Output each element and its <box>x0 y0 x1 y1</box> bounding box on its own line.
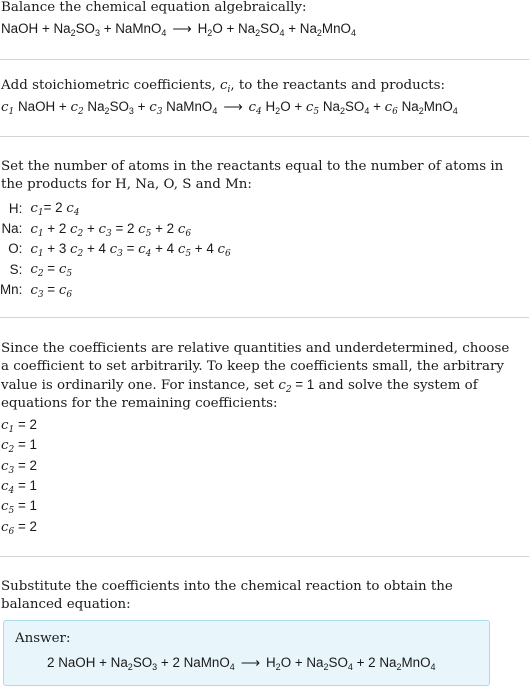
equation-operator: + <box>83 220 99 236</box>
chosen-coefficient <box>278 378 291 393</box>
chemical-species: $Na_2MnO_4$ <box>299 21 356 38</box>
plus-sign: + <box>133 99 150 114</box>
answer-label: Answer: <box>15 631 71 646</box>
coefficient-variable: $c_2$ <box>30 262 44 280</box>
subscript: 2 <box>127 662 133 672</box>
subscript: 1 <box>37 208 44 219</box>
subscript: 2 <box>77 107 84 117</box>
step-atoms-text: Set the number of atoms in the reactants equal to the number of atoms in the products for H, Na, O, S and Mn: <box>1 159 504 192</box>
plus-sign: + <box>95 655 111 670</box>
solution-line <box>1 417 37 433</box>
subscript: 6 <box>8 526 15 537</box>
chemical-species: $H_2O$ <box>265 99 291 116</box>
subscript: 4 <box>73 208 80 219</box>
subscript: 5 <box>145 228 152 239</box>
coefficient-variable: $c_4$ <box>1 478 15 496</box>
equals-sign: = <box>14 417 30 432</box>
chemical-species: $Na_2SO_3$ <box>110 655 158 672</box>
solution-line <box>1 498 37 517</box>
balance-row <box>0 259 231 279</box>
element-label: Mn: <box>0 282 23 298</box>
chemical-species: NaOH <box>17 99 56 114</box>
step-coefficients-text <box>1 78 445 93</box>
balance-row <box>0 239 231 259</box>
coefficient-variable: $c_3$ <box>98 221 112 239</box>
coefficient-variable: $c_1$ <box>1 100 15 117</box>
atom-balance-system <box>0 198 231 300</box>
subscript: 5 <box>66 269 73 280</box>
element-label: Na: <box>1 221 23 237</box>
subscript: 2 <box>323 662 329 672</box>
subscript: 4 <box>430 662 436 672</box>
solution-value: 1 <box>29 477 37 493</box>
chemical-species: NaOH <box>1 21 39 36</box>
chemical-species: NaOH <box>58 655 96 670</box>
coefficient: 2 <box>172 655 180 670</box>
answer-box <box>3 620 490 686</box>
subscript: 3 <box>156 107 163 117</box>
variable-subscript: 2 <box>285 385 292 395</box>
equals-sign: = <box>14 498 30 514</box>
element-label: H: <box>8 200 23 216</box>
divider <box>0 136 529 137</box>
step-solve-text <box>1 340 515 413</box>
step-text-part: Since the coefficients are relative quantities and underdetermined, choose a coefficient to set arbitrarily. To keep the coefficients small, the arbitrary value is ordinarily one. For instance, set <box>1 341 510 393</box>
plus-sign: + <box>157 655 173 670</box>
reaction-arrow: ⟶ <box>172 21 192 36</box>
subscript: 2 <box>70 28 76 38</box>
coefficient-variable: $c_1$ <box>30 241 44 259</box>
balance-equation <box>30 198 230 218</box>
coefficient-variable: $c_1$ <box>30 201 44 219</box>
subscript: 2 <box>316 28 322 38</box>
variable-letter: c <box>219 78 228 93</box>
balance-equation <box>30 218 230 238</box>
balanced-equation <box>47 655 436 671</box>
equation-operator: = <box>43 261 59 277</box>
subscript: 2 <box>37 269 44 280</box>
equals-sign: = <box>14 457 30 473</box>
solution-value: 2 <box>29 457 37 473</box>
solution-value: 1 <box>29 498 37 514</box>
chemical-species: NaMnO$_4$ <box>166 99 218 116</box>
plus-sign: + <box>100 21 116 36</box>
equals-sign: = <box>14 477 30 493</box>
coefficient-variable: $c_3$ <box>109 241 123 259</box>
subscript: 3 <box>94 28 100 38</box>
equation-operator: + 3 <box>43 240 70 256</box>
coefficient-variable <box>220 78 230 93</box>
subscript: 1 <box>8 425 15 435</box>
subscript: 5 <box>185 248 192 259</box>
chemical-species: NaMnO$_4$ <box>183 655 235 672</box>
coefficient-variable: $c_4$ <box>248 100 262 117</box>
subscript: 6 <box>392 107 398 117</box>
coefficient-variable: $c_5$ <box>138 221 152 239</box>
coefficient: 2 <box>368 655 376 670</box>
step-text-part: Add stoichiometric coefficients, <box>1 78 220 93</box>
subscript: 3 <box>117 248 123 259</box>
plus-sign: + <box>290 99 306 114</box>
subscript: 4 <box>364 106 370 116</box>
subscript: 1 <box>37 228 44 239</box>
subscript: 2 <box>275 662 281 672</box>
step-text-part: and solve the system of equations for the remaining coefficients: <box>1 378 478 411</box>
plus-sign: + <box>284 21 300 36</box>
subscript: 6 <box>225 248 231 259</box>
coefficient-variable: $c_6$ <box>384 100 398 117</box>
coefficient: 2 <box>47 655 55 670</box>
chemical-species: $Na_2MnO_4$ <box>379 655 436 672</box>
subscript: 1 <box>8 107 15 117</box>
coefficient-variable: $c_4$ <box>66 201 80 219</box>
chemical-species: $Na_2MnO_4$ <box>401 99 458 116</box>
chemical-species: NaMnO$_4$ <box>115 21 167 38</box>
equation-operator: + 2 <box>43 220 70 236</box>
solution-line <box>1 437 37 456</box>
reaction-arrow: ⟶ <box>240 655 260 670</box>
plus-sign: + <box>222 21 238 36</box>
solution-line <box>1 478 37 494</box>
coefficient-variable: $c_2$ <box>1 438 15 456</box>
subscript: 4 <box>8 485 15 496</box>
coefficient-variable: $c_3$ <box>149 100 163 117</box>
subscript: 4 <box>279 28 285 38</box>
chemical-species: $Na_2SO_4$ <box>238 21 285 38</box>
subscript: 2 <box>339 106 345 116</box>
coefficient-variable: $c_1$ <box>1 418 15 435</box>
solution-line <box>1 458 37 474</box>
subscript: 6 <box>185 228 192 239</box>
element-label: S: <box>9 261 23 277</box>
subscript: 4 <box>145 248 152 259</box>
subscript: 2 <box>104 106 110 116</box>
subscript: 4 <box>256 107 262 117</box>
subscript: 2 <box>77 248 84 259</box>
coefficient-variable: $c_5$ <box>1 499 15 517</box>
step-substitute-text: Substitute the coefficients into the chemical reaction to obtain the balanced equation: <box>1 579 453 612</box>
equation-operator: = 2 <box>43 200 67 216</box>
coefficient-variable: $c_4$ <box>138 241 152 259</box>
subscript: 2 <box>8 445 15 456</box>
balance-row <box>0 198 231 218</box>
chemical-species: $H_2O$ <box>266 655 292 672</box>
coefficient-equation <box>1 99 458 115</box>
plus-sign: + <box>352 655 369 670</box>
coefficient-variable: $c_3$ <box>1 458 15 476</box>
coefficient-variable: $c_5$ <box>58 262 73 280</box>
solution-value: 2 <box>29 417 37 432</box>
subscript: 4 <box>212 106 218 116</box>
subscript: 4 <box>229 662 235 672</box>
equation-operator: = 2 <box>111 220 139 236</box>
balance-equation <box>30 259 230 279</box>
balance-row <box>0 280 231 300</box>
coefficient-variable: $c_2$ <box>70 100 84 117</box>
plus-sign: + <box>291 655 307 670</box>
subscript: 6 <box>66 289 73 300</box>
reaction-arrow: ⟶ <box>223 99 243 114</box>
subscript: 5 <box>313 107 320 117</box>
chosen-value: = 1 <box>291 377 315 392</box>
solution-value: 1 <box>29 437 37 453</box>
coefficient-variable: $c_5$ <box>177 241 192 259</box>
plus-sign: + <box>369 99 385 114</box>
subscript: 1 <box>37 248 44 259</box>
subscript: 2 <box>418 106 424 116</box>
equation-operator: + 4 <box>151 240 178 256</box>
plus-sign: + <box>55 99 71 114</box>
balance-row <box>0 218 231 238</box>
coefficient-variable: $c_1$ <box>30 221 44 239</box>
element-label: O: <box>8 241 23 257</box>
equation-operator: = <box>122 240 139 256</box>
divider <box>0 317 529 318</box>
subscript: 4 <box>452 106 458 116</box>
balance-equation <box>30 280 230 300</box>
balance-equation <box>30 239 230 259</box>
plus-sign: + <box>38 21 54 36</box>
equals-sign: = <box>14 437 30 453</box>
coefficient-variable: $c_6$ <box>58 282 73 300</box>
divider <box>0 556 529 557</box>
subscript: 5 <box>8 506 15 517</box>
solution-value: 2 <box>29 518 37 534</box>
equation-operator: + 2 <box>151 220 178 236</box>
coefficient-variable: $c_5$ <box>305 100 320 117</box>
coefficient-variable: $c_6$ <box>177 221 192 239</box>
chemical-species: $Na_2SO_4$ <box>322 99 370 116</box>
coefficient-variable: $c_3$ <box>30 282 44 300</box>
equation-operator: = <box>43 281 59 297</box>
coefficient-variable: $c_2$ <box>70 221 84 239</box>
subscript: 2 <box>396 662 402 672</box>
variable-subscript: i <box>227 85 231 95</box>
chemical-species: $H_2O$ <box>197 21 223 38</box>
subscript: 3 <box>152 662 158 672</box>
subscript: 3 <box>128 106 134 116</box>
coefficient-variable: $c_6$ <box>217 241 231 259</box>
solution-line <box>1 519 37 535</box>
chemical-species: $Na_2SO_3$ <box>87 99 134 116</box>
variable-letter: c <box>278 378 286 393</box>
equation-operator: + 4 <box>83 240 110 256</box>
coefficient-variable: $c_2$ <box>70 241 84 259</box>
subscript: 4 <box>161 28 167 38</box>
subscript: 2 <box>207 28 213 38</box>
subscript: 2 <box>77 228 84 239</box>
unbalanced-equation <box>1 21 356 37</box>
subscript: 3 <box>8 465 15 476</box>
equals-sign: = <box>14 518 30 534</box>
subscript: 3 <box>37 289 44 300</box>
subscript: 3 <box>106 228 112 239</box>
subscript: 4 <box>350 28 356 38</box>
intro-text: Balance the chemical equation algebraically: <box>1 0 307 15</box>
divider <box>0 59 529 60</box>
equation-operator: + 4 <box>191 240 218 256</box>
step-text-part: , to the reactants and products: <box>230 78 445 93</box>
chemical-species: $Na_2SO_3$ <box>53 21 100 38</box>
subscript: 2 <box>275 106 281 116</box>
chemical-species: $Na_2SO_4$ <box>306 655 353 672</box>
subscript: 4 <box>347 662 353 672</box>
coefficient-variable: $c_6$ <box>1 519 15 537</box>
subscript: 2 <box>255 28 261 38</box>
